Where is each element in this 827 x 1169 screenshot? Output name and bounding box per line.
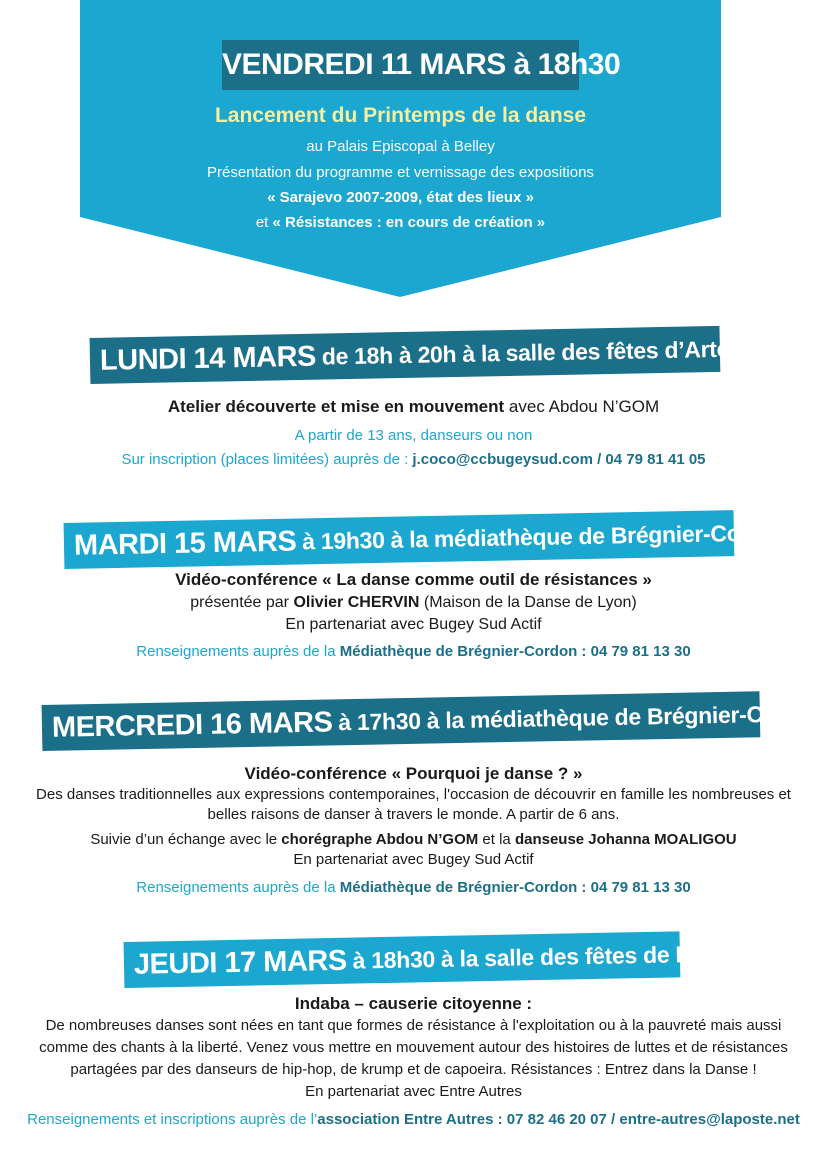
tuesday-header <box>64 510 791 569</box>
tuesday-info-contact: Médiathèque de Brégnier-Cordon : 04 79 81 13 30 <box>339 643 691 660</box>
tuesday-presenter-line <box>0 594 827 612</box>
wednesday-desc1: Des danses traditionnelles aux expressions contemporaines, l'occasion de découvrir en famille les nombreuses et <box>36 786 791 803</box>
wednesday-desc2: belles raisons de danser à travers le monde. A partir de 6 ans. <box>207 806 620 823</box>
wednesday-guest1: chorégraphe Abdou N’GOM <box>281 831 479 848</box>
thursday-day: JEUDI 17 MARS <box>133 944 347 981</box>
tuesday-partner: En partenariat avec Bugey Sud Actif <box>285 616 542 633</box>
tuesday-day: MARDI 15 MARS <box>73 525 297 562</box>
friday-presentation: Présentation du programme et vernissage des expositions <box>207 164 594 181</box>
friday-event: Lancement du Printemps de la danse <box>214 104 587 127</box>
tuesday-presenter: Olivier CHERVIN <box>293 594 420 611</box>
friday-place: au Palais Episcopal à Belley <box>306 138 495 155</box>
wednesday-info-line <box>0 879 827 896</box>
wednesday-header <box>42 691 827 751</box>
thursday-desc2: comme des chants à la liberté. Venez vous mettre en mouvement autour des histoires de luttes et de résistances <box>39 1039 788 1056</box>
tuesday-detail: à 19h30 à la médiathèque de Brégnier-Cordon <box>302 518 791 554</box>
monday-workshop: Atelier découverte et mise en mouvement <box>167 397 505 416</box>
monday-workshop-line <box>0 397 827 417</box>
friday-title: VENDREDI 11 MARS à 18h30 <box>222 40 579 90</box>
thursday-info-line <box>0 1111 827 1128</box>
friday-expo2-line <box>80 214 721 231</box>
wednesday-info-contact: Médiathèque de Brégnier-Cordon : 04 79 81 13 30 <box>339 879 691 896</box>
monday-age: A partir de 13 ans, danseurs ou non <box>294 427 533 444</box>
thursday-desc3: partagées par des danseurs de hip-hop, de krump et de capoeira. Résistances : Entrez dans la Danse ! <box>70 1061 757 1078</box>
wednesday-guest2: danseuse Johanna MOALIGOU <box>514 831 737 848</box>
tuesday-info-line <box>0 643 827 660</box>
wednesday-followed-prefix: Suivie d’un échange avec le <box>90 831 282 848</box>
friday-expo2: « Résistances : en cours de création » <box>272 214 546 231</box>
thursday-talk: Indaba – causerie citoyenne : <box>294 994 533 1013</box>
monday-header <box>90 326 784 384</box>
tuesday-presenter-suffix: (Maison de la Danse de Lyon) <box>419 594 637 611</box>
wednesday-followed-line <box>0 831 827 848</box>
wednesday-info-prefix: Renseignements auprès de la <box>136 879 340 896</box>
thursday-info-contact: association Entre Autres : 07 82 46 20 07 / entre-autres@laposte.net <box>317 1111 800 1128</box>
thursday-header <box>124 931 742 988</box>
tuesday-talk: Vidéo-conférence « La danse comme outil de résistances » <box>175 570 652 589</box>
monday-day: LUNDI 14 MARS <box>99 340 317 377</box>
tuesday-info-prefix: Renseignements auprès de la <box>136 643 340 660</box>
monday-signup-line <box>0 451 827 468</box>
wednesday-talk: Vidéo-conférence « Pourquoi je danse ? » <box>244 764 583 783</box>
thursday-info-prefix: Renseignements et inscriptions auprès de l’ <box>27 1111 318 1128</box>
thursday-desc1: De nombreuses danses sont nées en tant que formes de résistance à l'exploitation ou à la pauvreté mais aussi <box>45 1017 782 1034</box>
wednesday-detail: à 17h30 à la médiathèque de Brégnier-Cordon <box>338 699 827 735</box>
thursday-partner: En partenariat avec Entre Autres <box>305 1083 522 1100</box>
monday-signup-prefix: Sur inscription (places limitées) auprès de : <box>121 451 413 468</box>
friday-expo1: « Sarajevo 2007-2009, état des lieux » <box>267 189 534 206</box>
thursday-detail: à 18h30 à la salle des fêtes de Belley <box>352 939 742 974</box>
friday-expo2-prefix: et <box>255 214 273 231</box>
tuesday-presenter-prefix: présentée par <box>190 594 294 611</box>
monday-signup-contact: j.coco@ccbugeysud.com / 04 79 81 41 05 <box>412 451 706 468</box>
wednesday-partner: En partenariat avec Bugey Sud Actif <box>293 851 534 868</box>
monday-workshop-with: avec Abdou N’GOM <box>504 397 660 416</box>
monday-detail: de 18h à 20h à la salle des fêtes d’Artemare <box>321 334 784 370</box>
wednesday-day: MERCREDI 16 MARS <box>51 705 333 744</box>
wednesday-followed-mid: et la <box>478 831 515 848</box>
